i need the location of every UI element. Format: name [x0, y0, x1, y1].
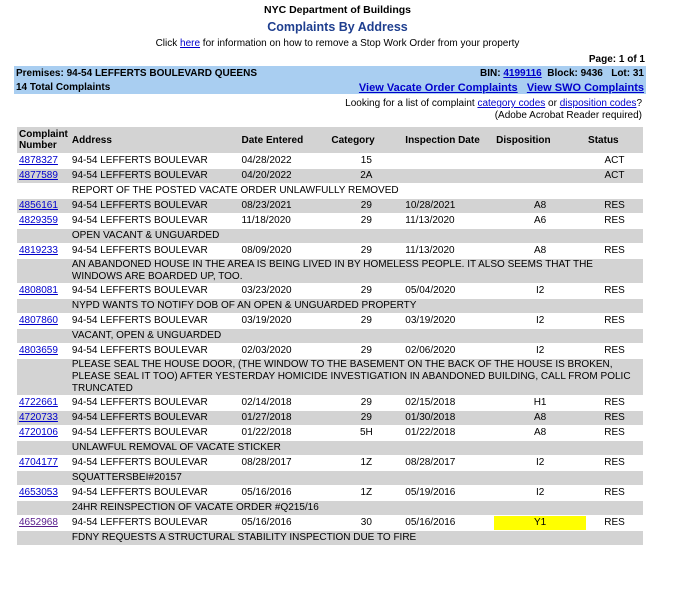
address-cell: 94-54 LEFFERTS BOULEVAR — [70, 244, 240, 258]
category-cell: 29 — [329, 284, 403, 298]
status-cell: ACT — [586, 169, 643, 183]
description-spacer — [17, 329, 70, 343]
lookup-post: ? — [636, 98, 642, 109]
disposition-cell: H1 — [494, 396, 586, 410]
complaint-number-cell — [17, 396, 70, 410]
description-spacer — [17, 531, 70, 545]
complaint-number-link[interactable]: 4720106 — [19, 427, 58, 438]
inspection-date-cell: 02/15/2018 — [403, 396, 494, 410]
status-cell: RES — [586, 214, 643, 228]
inspection-date-cell: 08/28/2017 — [403, 456, 494, 470]
disposition-codes-link[interactable]: disposition codes — [559, 98, 637, 109]
description-spacer — [17, 359, 70, 395]
code-lookup-line — [345, 98, 642, 110]
complaint-number-cell — [17, 169, 70, 183]
description-row — [17, 329, 643, 343]
complaint-number-cell — [17, 244, 70, 258]
table-row — [17, 214, 643, 228]
description-spacer — [17, 501, 70, 515]
bin-label: BIN: — [479, 68, 504, 79]
description-row — [17, 184, 643, 198]
description-row — [17, 531, 643, 545]
address-cell: 94-54 LEFFERTS BOULEVAR — [70, 344, 240, 358]
page-indicator: Page: 1 of 1 — [588, 54, 645, 65]
inspection-date-cell — [403, 154, 494, 168]
col-header-status: Status — [586, 127, 643, 153]
table-row — [17, 396, 643, 410]
complaint-number-cell — [17, 426, 70, 440]
status-cell: RES — [586, 456, 643, 470]
category-cell: 29 — [329, 411, 403, 425]
lot-label: Lot: 31 — [611, 68, 644, 79]
inspection-date-cell: 05/04/2020 — [403, 284, 494, 298]
complaint-number-link[interactable]: 4803659 — [19, 345, 58, 356]
date-entered-cell: 01/22/2018 — [240, 426, 330, 440]
complaint-description: REPORT OF THE POSTED VACATE ORDER UNLAWFULLY REMOVED — [70, 184, 643, 198]
disposition-cell: A8 — [494, 411, 586, 425]
block-label: Block: 9436 — [547, 68, 603, 79]
inspection-date-cell: 10/28/2021 — [403, 199, 494, 213]
table-row — [17, 486, 643, 500]
table-row — [17, 516, 643, 530]
inspection-date-cell — [403, 169, 494, 183]
category-cell: 29 — [329, 244, 403, 258]
complaint-number-link[interactable]: 4704177 — [19, 457, 58, 468]
col-header-number: Complaint Number — [19, 129, 68, 151]
address-cell: 94-54 LEFFERTS BOULEVAR — [70, 314, 240, 328]
category-cell: 29 — [329, 396, 403, 410]
description-row — [17, 259, 643, 283]
complaint-description: 24HR REINSPECTION OF VACATE ORDER #Q215/16 — [70, 501, 643, 515]
disposition-cell: A8 — [494, 199, 586, 213]
date-entered-cell: 03/23/2020 — [240, 284, 330, 298]
complaint-number-cell — [17, 284, 70, 298]
category-cell: 29 — [329, 199, 403, 213]
date-entered-cell: 04/28/2022 — [240, 154, 330, 168]
department-name: NYC Department of Buildings — [263, 4, 411, 16]
category-cell: 2A — [329, 169, 403, 183]
inspection-date-cell: 01/22/2018 — [403, 426, 494, 440]
table-row — [17, 344, 643, 358]
status-cell: RES — [586, 314, 643, 328]
table-row — [17, 169, 643, 183]
date-entered-cell: 08/09/2020 — [240, 244, 330, 258]
complaint-number-link[interactable]: 4722661 — [19, 397, 58, 408]
disposition-cell — [494, 154, 586, 168]
disposition-cell: I2 — [494, 486, 586, 500]
address-cell: 94-54 LEFFERTS BOULEVAR — [70, 199, 240, 213]
disposition-cell: I2 — [494, 344, 586, 358]
table-row — [17, 456, 643, 470]
complaint-number-link[interactable]: 4856161 — [19, 200, 58, 211]
description-row — [17, 501, 643, 515]
complaint-number-link[interactable]: 4653053 — [19, 487, 58, 498]
status-cell: RES — [586, 516, 643, 530]
address-cell: 94-54 LEFFERTS BOULEVAR — [70, 456, 240, 470]
description-row — [17, 441, 643, 455]
table-header-row — [17, 127, 643, 153]
complaint-number-cell — [17, 199, 70, 213]
address-cell: 94-54 LEFFERTS BOULEVAR — [70, 214, 240, 228]
col-header-date: Date Entered — [240, 127, 330, 153]
table-row — [17, 244, 643, 258]
inspection-date-cell: 11/13/2020 — [403, 214, 494, 228]
premises-links — [359, 82, 644, 94]
premises-ids — [480, 68, 644, 79]
category-cell: 5H — [329, 426, 403, 440]
status-cell: RES — [586, 426, 643, 440]
description-row — [17, 299, 643, 313]
status-cell: ACT — [586, 154, 643, 168]
premises-box — [14, 66, 646, 94]
complaint-description: UNLAWFUL REMOVAL OF VACATE STICKER — [70, 441, 643, 455]
disposition-cell: A8 — [494, 426, 586, 440]
status-cell: RES — [586, 284, 643, 298]
total-complaints: 14 Total Complaints — [16, 82, 111, 93]
lookup-pre: Looking for a list of complaint — [345, 98, 478, 109]
disposition-cell: I2 — [494, 314, 586, 328]
date-entered-cell: 08/23/2021 — [240, 199, 330, 213]
swo-here-link[interactable]: here — [180, 38, 201, 49]
date-entered-cell: 02/03/2020 — [240, 344, 330, 358]
complaint-number-cell — [17, 344, 70, 358]
date-entered-cell: 01/27/2018 — [240, 411, 330, 425]
address-cell: 94-54 LEFFERTS BOULEVAR — [70, 426, 240, 440]
status-cell: RES — [586, 199, 643, 213]
disposition-cell: A6 — [494, 214, 586, 228]
description-spacer — [17, 471, 70, 485]
category-cell: 30 — [329, 516, 403, 530]
description-spacer — [17, 441, 70, 455]
address-cell: 94-54 LEFFERTS BOULEVAR — [70, 169, 240, 183]
address-cell: 94-54 LEFFERTS BOULEVAR — [70, 411, 240, 425]
category-cell: 29 — [329, 314, 403, 328]
address-cell: 94-54 LEFFERTS BOULEVAR — [70, 516, 240, 530]
date-entered-cell: 11/18/2020 — [240, 214, 330, 228]
bin-link[interactable]: 4199116 — [503, 68, 542, 79]
description-row — [17, 359, 643, 395]
address-cell: 94-54 LEFFERTS BOULEVAR — [70, 154, 240, 168]
category-cell: 29 — [329, 214, 403, 228]
complaint-number-cell — [17, 314, 70, 328]
col-header-category: Category — [329, 127, 403, 153]
description-row — [17, 229, 643, 243]
complaint-number-link[interactable]: 4877589 — [19, 170, 58, 181]
address-cell: 94-54 LEFFERTS BOULEVAR — [70, 284, 240, 298]
col-header-disposition: Disposition — [494, 127, 586, 153]
complaint-number-cell — [17, 456, 70, 470]
date-entered-cell: 04/20/2022 — [240, 169, 330, 183]
lookup-mid: or — [545, 98, 560, 109]
description-row — [17, 471, 643, 485]
complaint-number-cell — [17, 154, 70, 168]
complaint-number-cell — [17, 516, 70, 530]
inspection-date-cell: 03/19/2020 — [403, 314, 494, 328]
disposition-cell: A8 — [494, 244, 586, 258]
disposition-cell: I2 — [494, 284, 586, 298]
inspection-date-cell: 05/19/2016 — [403, 486, 494, 500]
complaint-description: NYPD WANTS TO NOTIFY DOB OF AN OPEN & UNGUARDED PROPERTY — [70, 299, 643, 313]
disposition-cell — [494, 169, 586, 183]
description-spacer — [17, 184, 70, 198]
inspection-date-cell: 11/13/2020 — [403, 244, 494, 258]
complaint-description: FDNY REQUESTS A STRUCTURAL STABILITY INSPECTION DUE TO FIRE — [70, 531, 643, 545]
complaints-table — [17, 126, 643, 546]
inspection-date-cell: 02/06/2020 — [403, 344, 494, 358]
category-cell: 29 — [329, 344, 403, 358]
complaint-number-link[interactable]: 4819233 — [19, 245, 58, 256]
inspection-date-cell: 01/30/2018 — [403, 411, 494, 425]
address-cell: 94-54 LEFFERTS BOULEVAR — [70, 396, 240, 410]
table-row — [17, 154, 643, 168]
complaint-description: VACANT, OPEN & UNGUARDED — [70, 329, 643, 343]
inspection-date-cell: 05/16/2016 — [403, 516, 494, 530]
complaint-number-cell — [17, 214, 70, 228]
category-cell: 1Z — [329, 456, 403, 470]
category-cell: 1Z — [329, 486, 403, 500]
swo-complaints-link[interactable]: View SWO Complaints — [526, 82, 644, 94]
complaint-description: AN ABANDONED HOUSE IN THE AREA IS BEING LIVED IN BY HOMELESS PEOPLE. IT ALSO SEEMS THAT THE WINDOWS ARE BOARDED UP, TOO. — [70, 259, 643, 283]
complaint-number-link[interactable]: 4720733 — [19, 412, 58, 423]
complaint-description: OPEN VACANT & UNGUARDED — [70, 229, 643, 243]
complaint-number-cell — [17, 411, 70, 425]
status-cell: RES — [586, 244, 643, 258]
description-spacer — [17, 229, 70, 243]
swo-info-line — [0, 38, 675, 49]
description-spacer — [17, 299, 70, 313]
complaint-description: SQUATTERSBEI#20157 — [70, 471, 643, 485]
acrobat-note: (Adobe Acrobat Reader required) — [494, 110, 642, 121]
vacate-order-complaints-link[interactable]: View Vacate Order Complaints — [358, 82, 518, 94]
date-entered-cell: 03/19/2020 — [240, 314, 330, 328]
swo-info-post: for information on how to remove a Stop Work Order from your property — [200, 38, 520, 49]
complaint-number-cell — [17, 486, 70, 500]
col-header-address: Address — [70, 127, 240, 153]
complaint-number-link[interactable]: 4652968 — [19, 517, 58, 528]
date-entered-cell: 08/28/2017 — [240, 456, 330, 470]
complaint-number-link[interactable]: 4808081 — [19, 285, 58, 296]
date-entered-cell: 05/16/2016 — [240, 486, 330, 500]
complaint-number-link[interactable]: 4878327 — [19, 155, 58, 166]
description-spacer — [17, 259, 70, 283]
address-cell: 94-54 LEFFERTS BOULEVAR — [70, 486, 240, 500]
status-cell: RES — [586, 486, 643, 500]
status-cell: RES — [586, 344, 643, 358]
complaint-number-link[interactable]: 4829359 — [19, 215, 58, 226]
category-cell: 15 — [329, 154, 403, 168]
status-cell: RES — [586, 396, 643, 410]
date-entered-cell: 02/14/2018 — [240, 396, 330, 410]
table-row — [17, 426, 643, 440]
status-cell: RES — [586, 411, 643, 425]
page-title: Complaints By Address — [267, 20, 408, 34]
disposition-cell: I2 — [494, 456, 586, 470]
swo-info-pre: Click — [155, 38, 181, 49]
premises-label: Premises: 94-54 LEFFERTS BOULEVARD QUEENS — [16, 68, 257, 79]
disposition-cell: Y1 — [494, 516, 586, 530]
table-row — [17, 199, 643, 213]
table-row — [17, 314, 643, 328]
table-row — [17, 411, 643, 425]
col-header-inspection: Inspection Date — [403, 127, 494, 153]
table-row — [17, 284, 643, 298]
date-entered-cell: 05/16/2016 — [240, 516, 330, 530]
category-codes-link[interactable]: category codes — [477, 98, 546, 109]
complaint-number-link[interactable]: 4807860 — [19, 315, 58, 326]
complaint-description: PLEASE SEAL THE HOUSE DOOR, (THE WINDOW TO THE BASEMENT ON THE BACK OF THE HOUSE IS BROKEN, PLEASE SEAL IT TOO) AFTER YESTERDAY HOMICIDE INVESTIGATION IN ABANDONED BUILDING, CALL FROM POLIC TRUNCATED — [70, 359, 643, 395]
